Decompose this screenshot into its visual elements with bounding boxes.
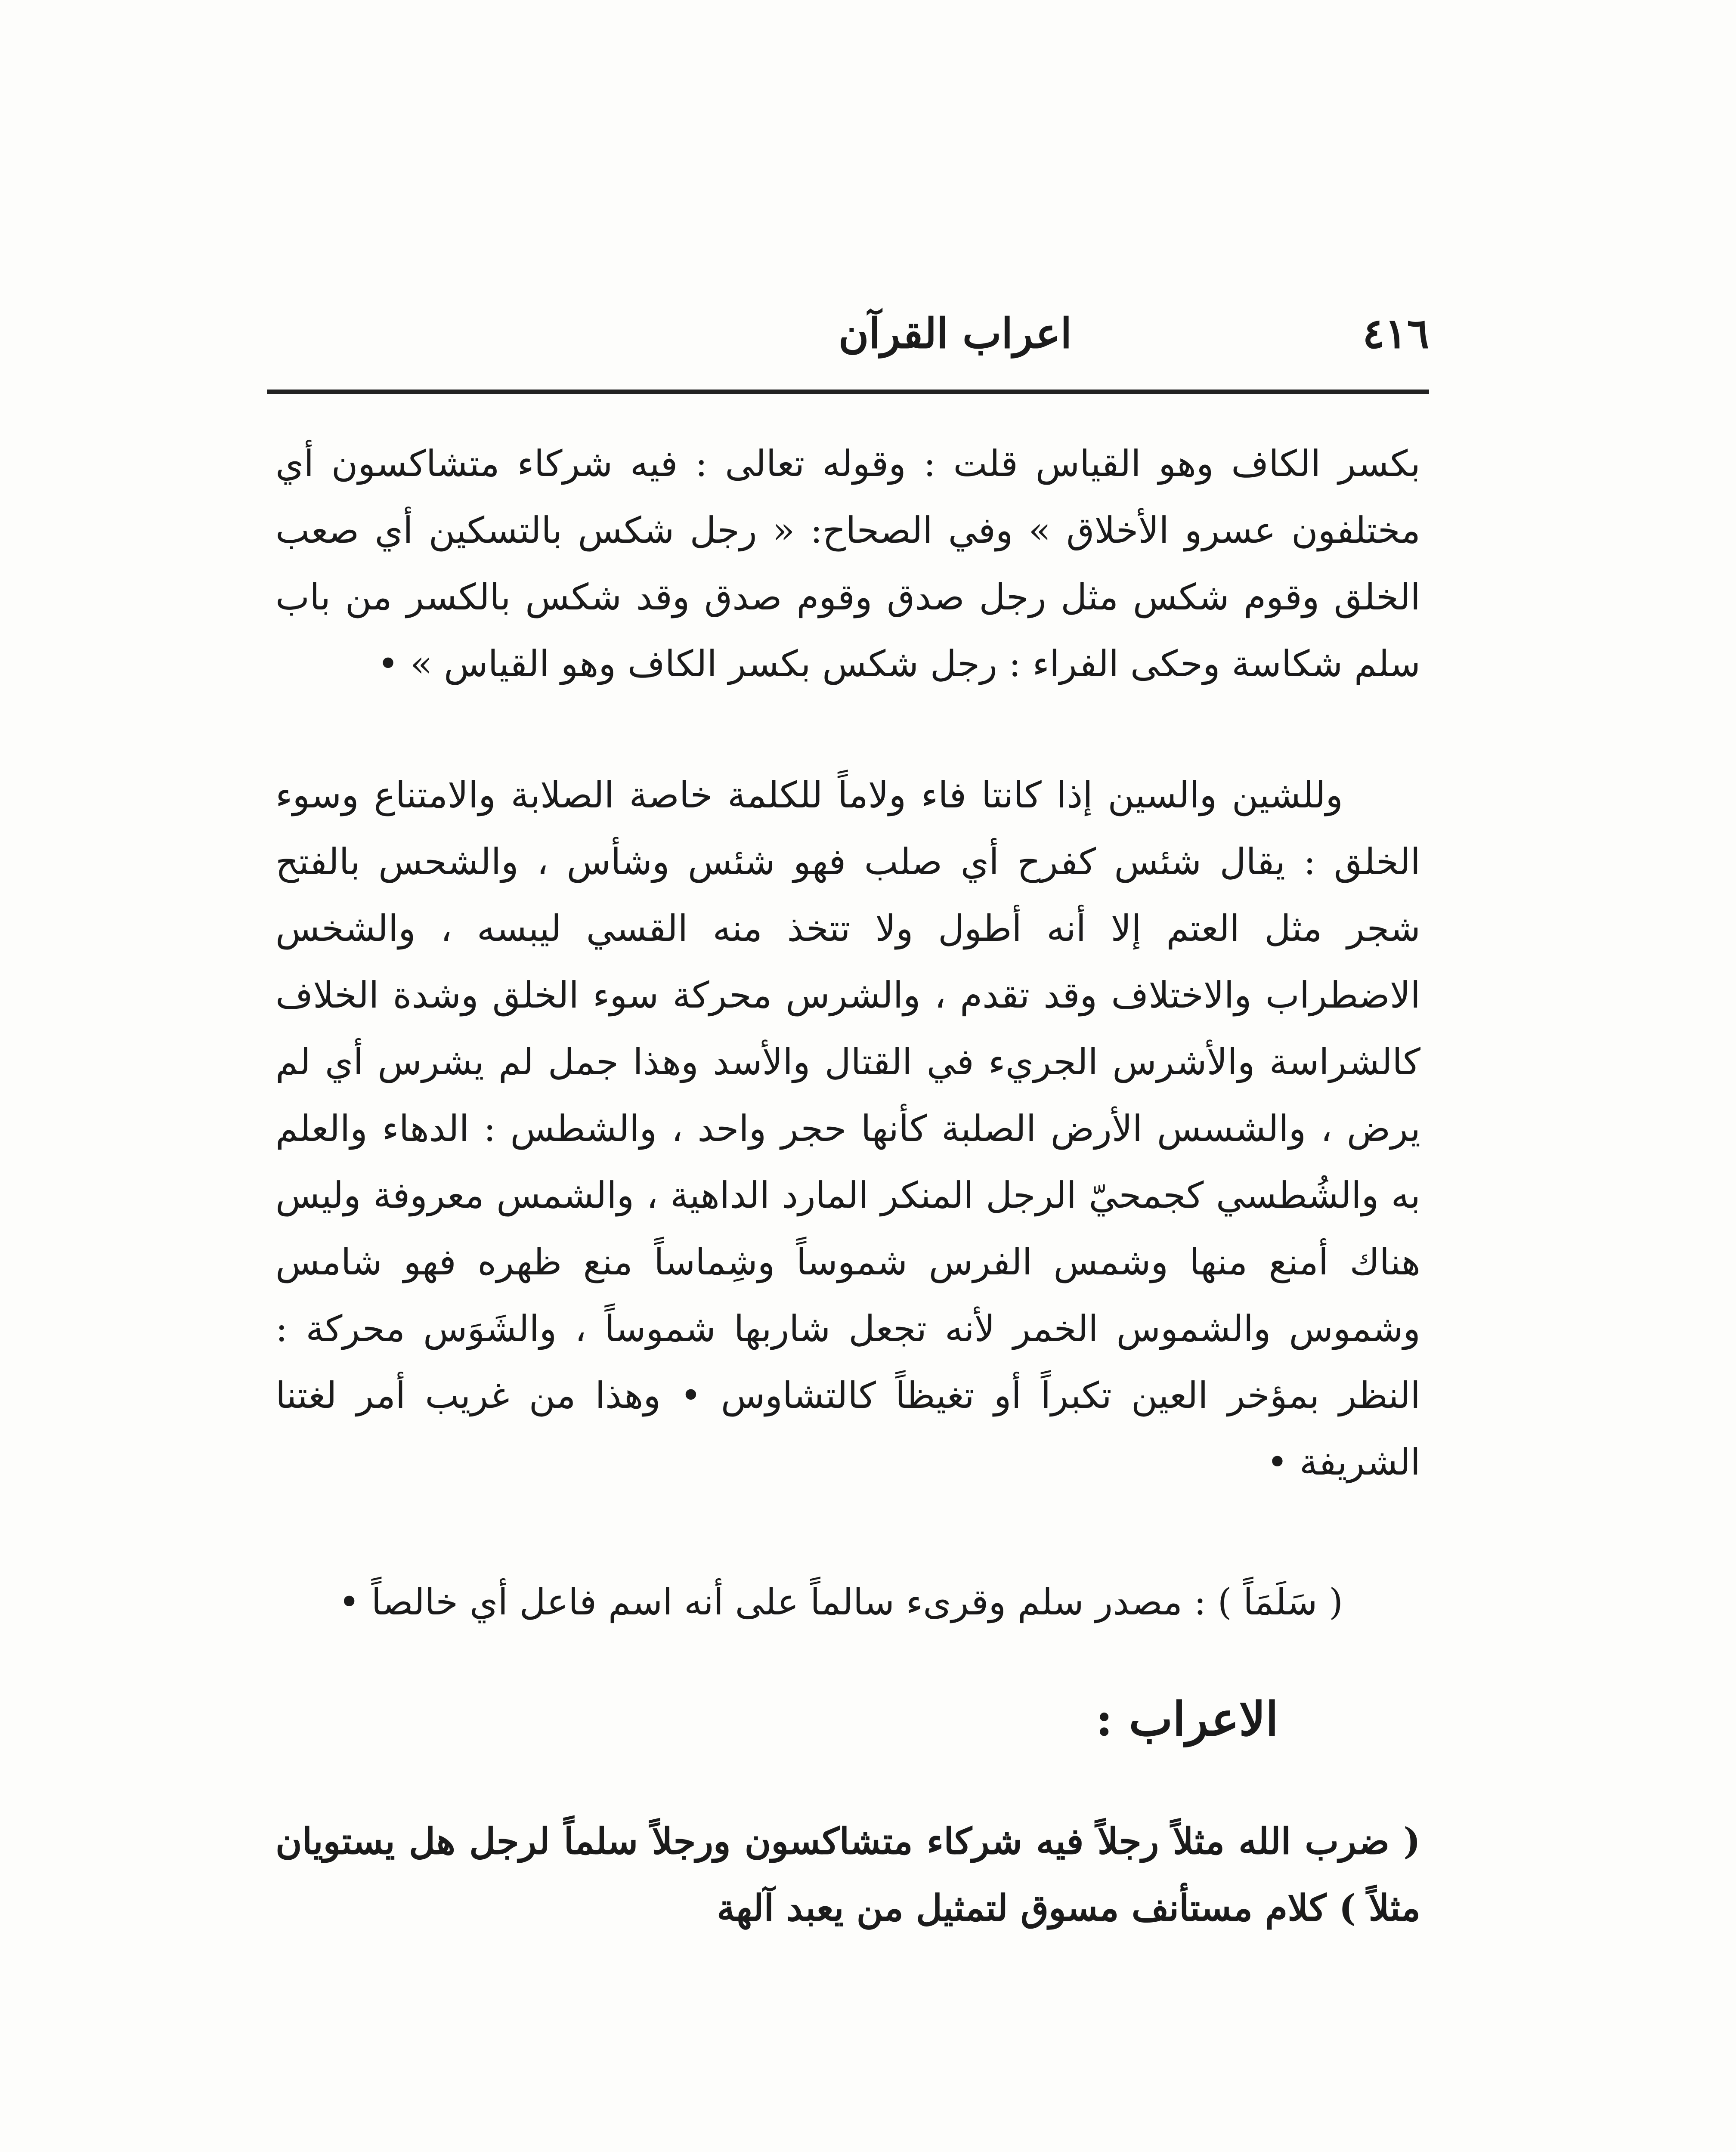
- paragraph-salaman-note: ( سَلَمَاً ) : مصدر سلم وقرىء سالماً على أنه اسم فاعل أي خالصاً •: [338, 1581, 1343, 1623]
- paragraph-spacer: [275, 1756, 1420, 1808]
- paragraph-dictionary-quote: بكسر الكاف وهو القياس قلت : وقوله تعالى : فيه شركاء متشاكسون أي مختلفون عسرو الأخلاق » وفي الصحاح: « رجل شكس بالتسكين أي صعب الخلق وقوم شكس مثل رجل صدق وقوم صدق وقد شكس بالكسر من باب سلم شكاسة وحكى الفراء : رجل شكس بكسر الكاف وهو القياس » •: [275, 442, 1420, 685]
- paragraph-spacer: [275, 1636, 1420, 1683]
- page-header: [267, 301, 1429, 366]
- running-title: اعراب القرآن: [838, 309, 1072, 358]
- section-heading-irab: الاعراب :: [1095, 1692, 1278, 1747]
- paragraph-irab-verse: ( ضرب الله مثلاً رجلاً فيه شركاء متشاكسون ورجلاً سلماً لرجل هل يستويان مثلاً ) كلام مستأنف مسوق لتمثيل من يعبد آلهة: [275, 1820, 1420, 1929]
- header-rule: [267, 390, 1429, 394]
- paragraph-spacer: [275, 697, 1420, 762]
- paragraph-shin-sin-note: وللشين والسين إذا كانتا فاء ولاماً للكلمة خاصة الصلابة والامتناع وسوء الخلق : يقال شئس كفرح أي صلب فهو شئس وشأس ، والشحس بالفتح شجر مثل العتم إلا أنه أطول ولا تتخذ منه القسي ليبسه ، والشخس الاضطراب والاختلاف وقد تقدم ، والشرس محركة سوء الخلق وشدة الخلاف كالشراسة والأشرس الجريء في القتال والأسد وهذا جمل لم يشرس أي لم يرض ، والشسس الأرض الصلبة كأنها حجر واحد ، والشطس : الدهاء والعلم به والشُطسي كجمحيّ الرجل المنكر المارد الداهية ، والشمس معروفة وليس هناك أمنع منها وشمس الفرس شموساً وشِماساً منع ظهره فهو شامس وشموس والشموس الخمر لأنه تجعل شاربها شموساً ، والشَوَس محركة : النظر بمؤخر العين تكبراً أو تغيظاً كالتشاوس • وهذا من غريب أمر لغتنا الشريفة •: [275, 774, 1420, 1483]
- paragraph-spacer: [275, 1496, 1420, 1569]
- page-number: ٤١٦: [1362, 309, 1429, 358]
- page-body: [275, 430, 1420, 1941]
